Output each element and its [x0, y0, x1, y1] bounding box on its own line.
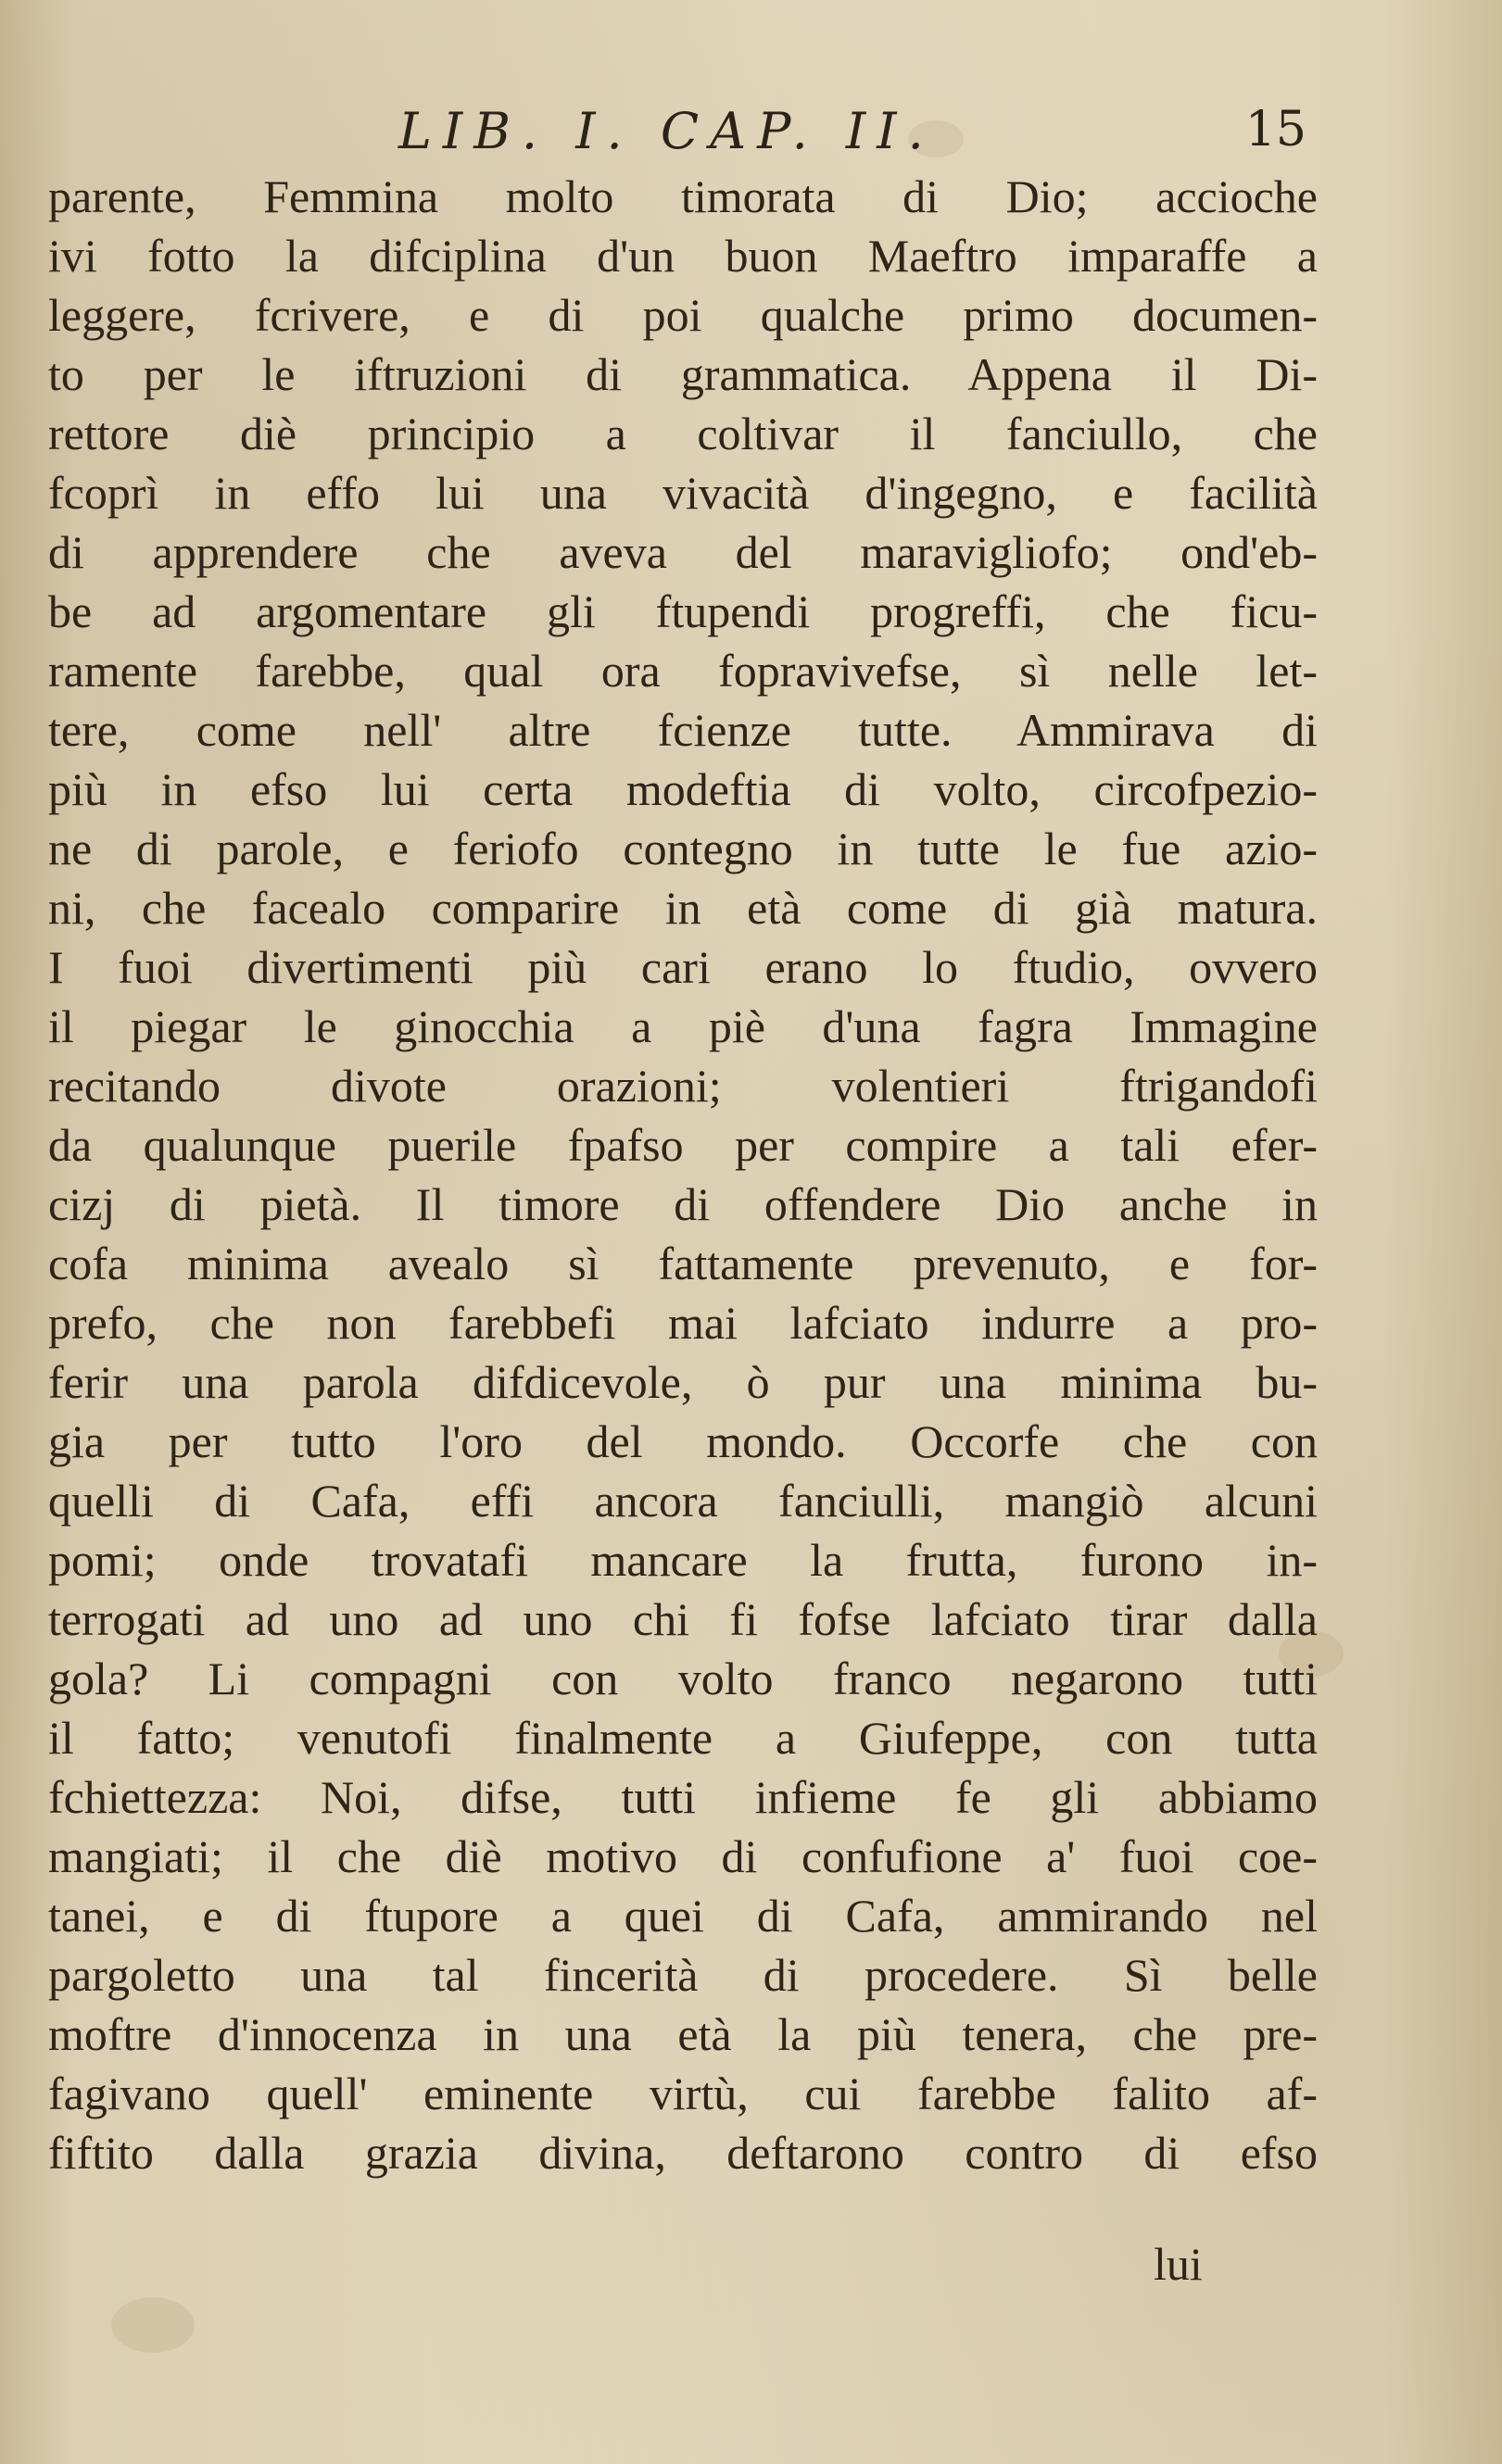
text-line: gia per tutto l'oro del mondo. Occorfe che con: [48, 1415, 1318, 1467]
text-line: cofa minima avealo sì fattamente prevenuto, e for-: [48, 1238, 1318, 1289]
text-line: fcoprì in effo lui una vivacità d'ingegno, e facilità: [48, 467, 1318, 519]
text-line: tere, come nell' altre fcienze tutte. Ammirava di: [48, 704, 1318, 756]
text-line: I fuoi divertimenti più cari erano lo ftudio, ovvero: [48, 941, 1318, 993]
catchword: lui: [1154, 2238, 1203, 2290]
text-line: pomi; onde trovatafi mancare la frutta, furono in-: [48, 1534, 1318, 1586]
text-line: mangiati; il che diè motivo di confufione a' fuoi coe-: [48, 1830, 1318, 1882]
body-text: [48, 167, 1318, 2182]
text-line: prefo, che non farebbefi mai lafciato indurre a pro-: [48, 1297, 1318, 1349]
text-line: più in efso lui certa modeftia di volto, circofpezio-: [48, 763, 1318, 815]
running-head: [51, 102, 1306, 167]
text-line: fagivano quell' eminente virtù, cui farebbe falito af-: [48, 2068, 1318, 2119]
text-line: cizj di pietà. Il timore di offendere Dio anche in: [48, 1178, 1318, 1230]
running-title: LIB. I. CAP. II.: [398, 102, 935, 160]
text-line: il piegar le ginocchia a piè d'una fagra Immagine: [48, 1000, 1318, 1052]
text-line: moftre d'innocenza in una età la più tenera, che pre-: [48, 2008, 1318, 2060]
text-line: ivi fotto la difciplina d'un buon Maeftro imparaffe a: [48, 230, 1318, 282]
paper-stain: [111, 2297, 195, 2353]
text-line: leggere, fcrivere, e di poi qualche primo documen-: [48, 289, 1318, 341]
text-line: pargoletto una tal fincerità di procedere. Sì belle: [48, 1949, 1318, 2001]
text-line: quelli di Cafa, effi ancora fanciulli, mangiò alcuni: [48, 1475, 1318, 1527]
text-line: gola? Li compagni con volto franco negarono tutti: [48, 1653, 1318, 1704]
text-line: fiftito dalla grazia divina, deftarono contro di efso: [48, 2127, 1318, 2179]
text-line: da qualunque puerile fpafso per compire a tali efer-: [48, 1119, 1318, 1171]
text-line: recitando divote orazioni; volentieri ftrigandofi: [48, 1060, 1318, 1112]
text-line: ferir una parola difdicevole, ò pur una minima bu-: [48, 1356, 1318, 1408]
text-line: ne di parole, e feriofo contegno in tutte le fue azio-: [48, 823, 1318, 874]
text-line: to per le iftruzioni di grammatica. Appena il Di-: [48, 348, 1318, 400]
text-line: ramente farebbe, qual ora fopravivefse, sì nelle let-: [48, 645, 1318, 697]
text-line: di apprendere che aveva del maravigliofo; ond'eb-: [48, 526, 1318, 578]
text-line: rettore diè principio a coltivar il fanciullo, che: [48, 408, 1318, 459]
text-line: fchiettezza: Noi, difse, tutti infieme fe gli abbiamo: [48, 1771, 1318, 1823]
text-line: ni, che facealo comparire in età come di già matura.: [48, 882, 1318, 934]
text-line: tanei, e di ftupore a quei di Cafa, ammirando nel: [48, 1890, 1318, 1942]
text-line: terrogati ad uno ad uno chi fi fofse lafciato tirar dalla: [48, 1593, 1318, 1645]
text-line: il fatto; venutofi finalmente a Giufeppe, con tutta: [48, 1712, 1318, 1764]
text-line: be ad argomentare gli ftupendi progreffi, che ficu-: [48, 585, 1318, 637]
page-number: 15: [1244, 102, 1306, 157]
text-line: parente, Femmina molto timorata di Dio; accioche: [48, 170, 1318, 222]
